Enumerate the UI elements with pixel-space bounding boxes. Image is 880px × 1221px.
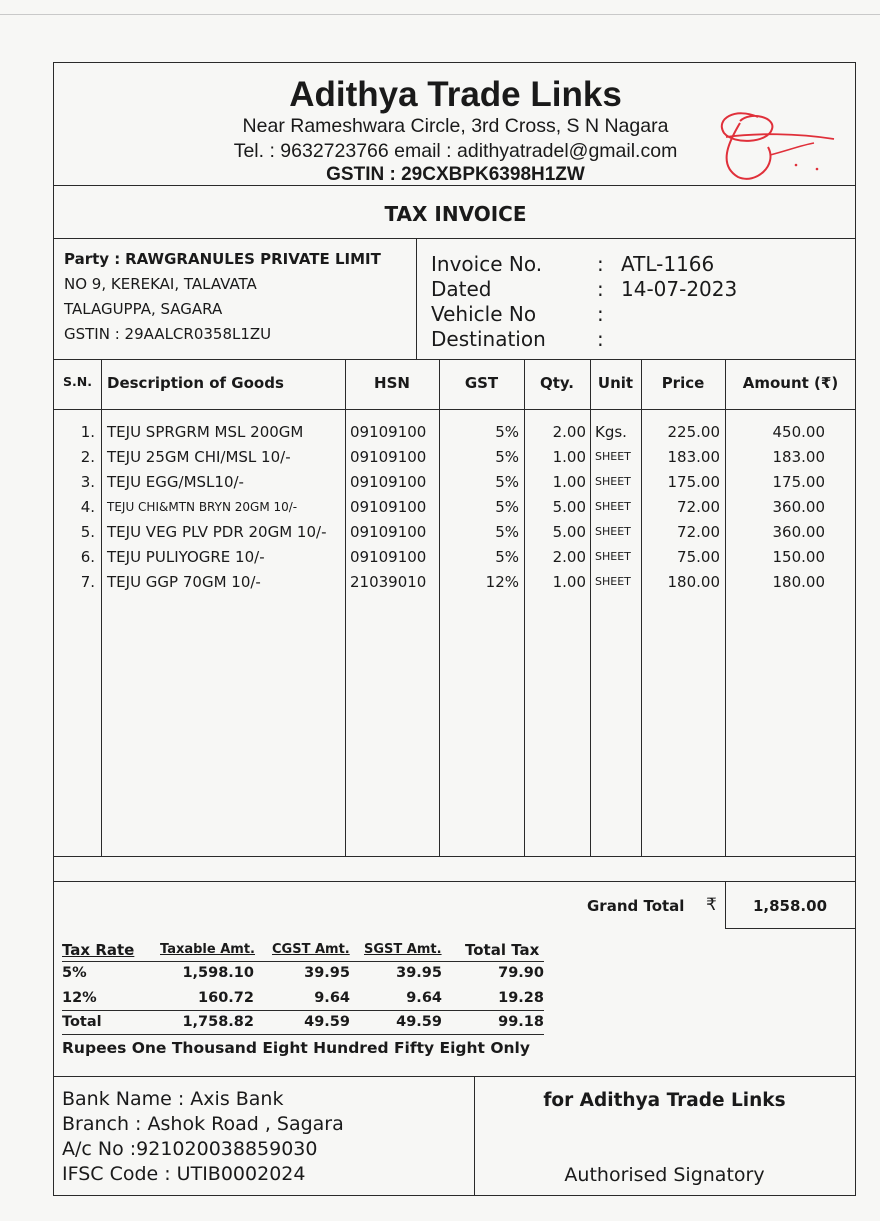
cell-sn: 6. <box>80 548 95 566</box>
th-unit: Unit <box>597 374 634 392</box>
table-row <box>54 523 855 548</box>
authorised-signatory: Authorised Signatory <box>564 1164 765 1186</box>
tax-total-label: Total <box>62 1014 102 1030</box>
for-company: for Adithya Trade Links <box>543 1090 786 1111</box>
invoice-frame <box>53 62 856 1196</box>
tax-th-taxable: Taxable Amt. <box>160 942 255 957</box>
destination-sep: : <box>597 327 604 351</box>
tax-row-taxable: 1,598.10 <box>182 965 254 981</box>
doc-title: TAX INVOICE <box>384 202 527 226</box>
cell-gst: 12% <box>485 573 519 591</box>
bank-ifsc: IFSC Code : UTIB0002024 <box>62 1163 306 1185</box>
cell-sn: 1. <box>80 423 95 441</box>
divider <box>416 238 417 359</box>
divider <box>54 238 855 239</box>
cell-gst: 5% <box>495 548 519 566</box>
cell-amount: 183.00 <box>772 448 825 466</box>
th-amount: Amount (₹) <box>742 374 839 392</box>
cell-hsn: 09109100 <box>350 473 427 491</box>
tax-th-sgst: SGST Amt. <box>364 942 442 957</box>
tax-row-sgst: 39.95 <box>396 965 442 981</box>
cell-desc: TEJU SPRGRM MSL 200GM <box>107 423 304 441</box>
company-name: Adithya Trade Links <box>289 75 622 114</box>
cell-desc: TEJU 25GM CHI/MSL 10/- <box>107 448 291 466</box>
tax-row-cgst: 9.64 <box>314 990 350 1006</box>
party-address-line2: TALAGUPPA, SAGARA <box>64 300 223 318</box>
tax-total-sgst: 49.59 <box>396 1014 442 1030</box>
cell-hsn: 09109100 <box>350 423 427 441</box>
cell-unit: Kgs. <box>595 423 627 441</box>
cell-hsn: 09109100 <box>350 448 427 466</box>
cell-hsn: 09109100 <box>350 548 427 566</box>
tax-row-taxable: 160.72 <box>198 990 254 1006</box>
cell-qty: 1.00 <box>552 448 586 466</box>
party-heading <box>64 250 381 268</box>
cell-unit: SHEET <box>595 575 631 588</box>
grand-total-box <box>725 882 855 929</box>
party-gstin: GSTIN : 29AALCR0358L1ZU <box>64 325 272 343</box>
cell-qty: 5.00 <box>552 523 586 541</box>
grand-total-value: 1,858.00 <box>752 897 828 915</box>
cell-price: 180.00 <box>667 573 720 591</box>
party-address-line1: NO 9, KEREKAI, TALAVATA <box>64 275 257 293</box>
cell-gst: 5% <box>495 423 519 441</box>
invoice-no-label: Invoice No. <box>431 252 543 276</box>
divider <box>62 961 544 962</box>
tax-row-rate: 5% <box>62 965 87 981</box>
destination-label: Destination <box>431 327 546 351</box>
cell-amount: 175.00 <box>772 473 825 491</box>
signature-mark-icon <box>710 103 840 188</box>
divider <box>54 1076 855 1077</box>
table-row <box>54 498 855 523</box>
cell-sn: 4. <box>80 498 95 516</box>
cell-price: 183.00 <box>667 448 720 466</box>
vehicle-label: Vehicle No <box>431 302 537 326</box>
party-label: Party : <box>64 250 121 268</box>
cell-amount: 360.00 <box>772 498 825 516</box>
tax-row-cgst: 39.95 <box>304 965 350 981</box>
invoice-no-sep: : <box>597 252 604 276</box>
cell-gst: 5% <box>495 498 519 516</box>
th-gst: GST <box>464 374 499 392</box>
cell-desc: TEJU EGG/MSL10/- <box>107 473 244 491</box>
amount-in-words: Rupees One Thousand Eight Hundred Fifty Eight Only <box>62 1039 530 1057</box>
cell-amount: 180.00 <box>772 573 825 591</box>
grand-total-label: Grand Total <box>587 897 685 915</box>
table-row <box>54 548 855 573</box>
dated-value: 14-07-2023 <box>621 277 738 301</box>
dated-label: Dated <box>431 277 492 301</box>
vehicle-sep: : <box>597 302 604 326</box>
cell-hsn: 09109100 <box>350 498 427 516</box>
bank-account: A/c No :921020038859030 <box>62 1138 318 1160</box>
rupee-icon: ₹ <box>706 895 717 915</box>
cell-qty: 1.00 <box>552 573 586 591</box>
divider <box>54 185 855 186</box>
bank-name: Bank Name : Axis Bank <box>62 1088 284 1110</box>
cell-gst: 5% <box>495 448 519 466</box>
cell-hsn: 21039010 <box>350 573 427 591</box>
th-hsn: HSN <box>374 374 410 392</box>
cell-gst: 5% <box>495 523 519 541</box>
cell-desc: TEJU GGP 70GM 10/- <box>107 573 261 591</box>
party-name: RAWGRANULES PRIVATE LIMIT <box>125 250 381 268</box>
tax-th-cgst: CGST Amt. <box>272 942 350 957</box>
cell-amount: 450.00 <box>772 423 825 441</box>
table-row <box>54 423 855 448</box>
invoice-no-value: ATL-1166 <box>621 252 715 276</box>
tax-row-total: 79.90 <box>498 965 544 981</box>
cell-qty: 5.00 <box>552 498 586 516</box>
cell-qty: 2.00 <box>552 548 586 566</box>
tax-th-rate: Tax Rate <box>62 941 135 959</box>
tax-row-total: 19.28 <box>498 990 544 1006</box>
company-address: Near Rameshwara Circle, 3rd Cross, S N Nagara <box>242 115 669 137</box>
cell-price: 75.00 <box>677 548 720 566</box>
tax-total-taxable: 1,758.82 <box>182 1014 254 1030</box>
company-contact: Tel. : 9632723766 email : adithyatradel@gmail.com <box>233 140 678 162</box>
table-row <box>54 448 855 473</box>
cell-price: 175.00 <box>667 473 720 491</box>
bank-branch: Branch : Ashok Road , Sagara <box>62 1113 344 1135</box>
divider <box>54 359 855 360</box>
divider <box>54 409 855 410</box>
tax-row-sgst: 9.64 <box>406 990 442 1006</box>
cell-price: 225.00 <box>667 423 720 441</box>
table-row <box>54 573 855 598</box>
tax-row-rate: 12% <box>62 990 97 1006</box>
cell-desc: TEJU PULIYOGRE 10/- <box>107 548 265 566</box>
cell-unit: SHEET <box>595 475 631 488</box>
cell-sn: 3. <box>80 473 95 491</box>
cell-unit: SHEET <box>595 450 631 463</box>
cell-desc: TEJU VEG PLV PDR 20GM 10/- <box>107 523 327 541</box>
th-sn: S.N. <box>63 374 92 389</box>
cell-gst: 5% <box>495 473 519 491</box>
divider <box>62 1010 544 1011</box>
cell-price: 72.00 <box>677 498 720 516</box>
cell-sn: 7. <box>80 573 95 591</box>
cell-unit: SHEET <box>595 525 631 538</box>
th-desc: Description of Goods <box>107 374 284 392</box>
cell-sn: 5. <box>80 523 95 541</box>
cell-amount: 360.00 <box>772 523 825 541</box>
table-row <box>54 473 855 498</box>
cell-qty: 2.00 <box>552 423 586 441</box>
cell-desc: TEJU CHI&MTN BRYN 20GM 10/- <box>107 500 298 514</box>
tax-total-cgst: 49.59 <box>304 1014 350 1030</box>
cell-sn: 2. <box>80 448 95 466</box>
cell-unit: SHEET <box>595 500 631 513</box>
dated-sep: : <box>597 277 604 301</box>
tax-total-tax: 99.18 <box>498 1014 544 1030</box>
th-qty: Qty. <box>539 374 575 392</box>
tax-th-total: Total Tax <box>465 941 540 959</box>
scan-edge-line <box>0 14 880 15</box>
cell-qty: 1.00 <box>552 473 586 491</box>
cell-hsn: 09109100 <box>350 523 427 541</box>
divider <box>54 856 855 857</box>
cell-unit: SHEET <box>595 550 631 563</box>
divider <box>62 1034 544 1035</box>
company-gstin: GSTIN : 29CXBPK6398H1ZW <box>326 164 585 185</box>
cell-amount: 150.00 <box>772 548 825 566</box>
cell-price: 72.00 <box>677 523 720 541</box>
th-price: Price <box>661 374 705 392</box>
